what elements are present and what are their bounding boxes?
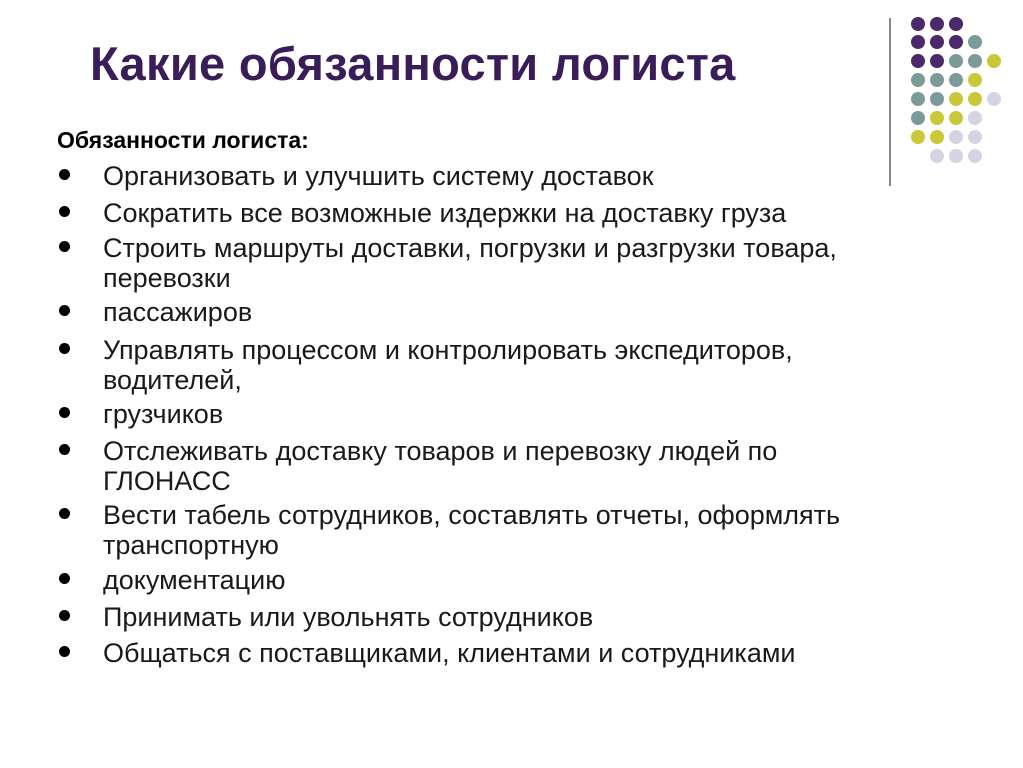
bullet-text: пассажиров <box>103 297 253 327</box>
bullet-marker <box>59 169 70 180</box>
bullet-text: Принимать или увольнять сотрудников <box>103 602 594 632</box>
bullet-marker <box>59 508 70 519</box>
bullet-marker <box>59 646 70 657</box>
bullet-text: Организовать и улучшить систему доставок <box>103 161 654 191</box>
bullet-marker <box>59 241 70 252</box>
bullet-text: Строить маршруты доставки, погрузки и разгрузки товара, перевозки <box>103 233 837 293</box>
bullet-text: Управлять процессом и контролировать экспедиторов, водителей, <box>103 335 793 395</box>
bullet-marker <box>59 206 70 217</box>
bullet-text: Общаться с поставщиками, клиентами и сотрудниками <box>103 638 796 668</box>
bullet-text: документацию <box>103 565 286 595</box>
bullet-marker <box>59 573 70 584</box>
bullet-marker <box>59 444 70 455</box>
bullet-marker <box>59 305 70 316</box>
bullet-marker <box>59 610 70 621</box>
bullet-marker <box>59 407 70 418</box>
slide-title: Какие обязанности логиста <box>90 37 736 90</box>
bullet-text: Сократить все возможные издержки на доставку груза <box>103 198 787 228</box>
bullet-text: Отслеживать доставку товаров и перевозку людей по ГЛОНАСС <box>103 436 778 496</box>
subheading: Обязанности логиста: <box>57 127 309 153</box>
bullet-text: Вести табель сотрудников, составлять отчеты, оформлять транспортную <box>103 500 841 560</box>
bullet-marker <box>59 343 70 354</box>
bullet-text: грузчиков <box>103 399 224 429</box>
